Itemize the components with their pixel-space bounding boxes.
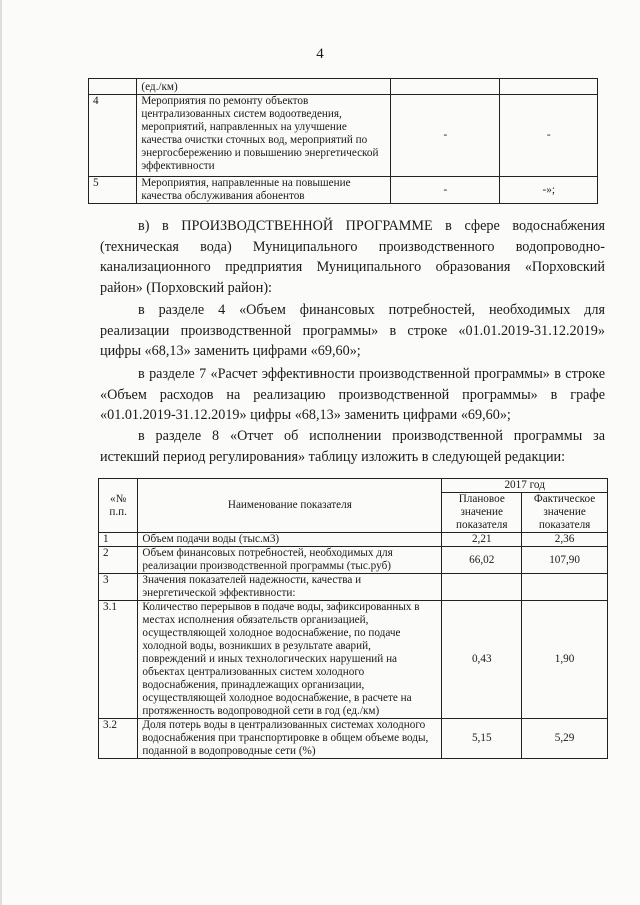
- paragraph-section-8: в разделе 8 «Отчет об исполнении производственной программы за истекший период регулирования» таблицу изложить в следующей редакции:: [100, 428, 605, 465]
- header-year: 2017 год: [442, 479, 608, 493]
- table-header-row: [99, 479, 608, 493]
- cell-num: 1: [99, 533, 138, 547]
- paragraph-section-4: в разделе 4 «Объем финансовых потребностей, необходимых для реализации производственной программы» в строке «01.01.2019-31.12.2019» цифры «68,13» заменить цифрами «69,60»;: [100, 302, 605, 359]
- cell-plan: 5,15: [442, 719, 522, 759]
- cell-plan: 2,21: [442, 533, 522, 547]
- cell-num: 2: [99, 547, 138, 574]
- table-row: [99, 533, 608, 547]
- cell-fact: -»;: [500, 177, 598, 204]
- cell-num: [89, 79, 137, 95]
- cell-plan: 0,43: [442, 601, 522, 719]
- cell-plan: -: [391, 177, 500, 204]
- cell-fact: 5,29: [522, 719, 608, 759]
- cell-plan: [391, 79, 500, 95]
- cell-fact: -: [500, 95, 598, 177]
- cell-name: Мероприятия по ремонту объектов централизованных систем водоотведения, мероприятий, направленных на улучшение качества очистки сточных вод, мероприятий по энергосбережению и повышению энергетической эффективности: [137, 95, 391, 177]
- cell-name: (ед./км): [137, 79, 391, 95]
- cell-plan: 66,02: [442, 547, 522, 574]
- cell-name: Мероприятия, направленные на повышение качества обслуживания абонентов: [137, 177, 391, 204]
- header-name: Наименование показателя: [138, 479, 442, 533]
- cell-fact: 2,36: [522, 533, 608, 547]
- cell-name: Значения показателей надежности, качества и энергетической эффективности:: [138, 574, 442, 601]
- cell-fact: [500, 79, 598, 95]
- cell-fact: [522, 574, 608, 601]
- table-row: [99, 719, 608, 759]
- cell-name: Количество перерывов в подаче воды, зафиксированных в местах исполнения обязательств организацией, осуществляющей холодное водоснабжение, по подаче холодной воды, возникших в результате аварий, повреждений и иных технологических нарушений на объектах централизованных систем холодного водоснабжения, принадлежащих организации, осуществляющей холодное водоснабжение, в расчете на протяженность водопроводной сети в год (ед./км): [138, 601, 442, 719]
- cell-fact: 1,90: [522, 601, 608, 719]
- table-row: [99, 601, 608, 719]
- cell-num: 3: [99, 574, 138, 601]
- cell-num: 3.1: [99, 601, 138, 719]
- scan-edge-left: [0, 0, 2, 905]
- table-row: [99, 547, 608, 574]
- cell-name: Объем подачи воды (тыс.м3): [138, 533, 442, 547]
- page-number: 4: [316, 46, 324, 62]
- cell-num: 3.2: [99, 719, 138, 759]
- cell-num: 4: [89, 95, 137, 177]
- cell-name: Объем финансовых потребностей, необходимых для реализации производственной программы (тыс.руб): [138, 547, 442, 574]
- header-fact: Фактическое значение показателя: [522, 493, 608, 533]
- paragraph-section-7: в разделе 7 «Расчет эффективности производственной программы» в строке «Объем расходов на реализацию производственной программы» в графе «01.01.2019-31.12.2019» цифры «68,13» заменить цифрами «69,60»;: [100, 366, 605, 423]
- cell-plan: [442, 574, 522, 601]
- report-table: [98, 478, 608, 759]
- cell-fact: 107,90: [522, 547, 608, 574]
- cell-plan: -: [391, 95, 500, 177]
- table-row: [89, 177, 598, 204]
- cell-name: Доля потерь воды в централизованных системах холодного водоснабжения при транспортировке в общем объеме воды, поданной в водопроводные сети (%): [138, 719, 442, 759]
- measures-table: [88, 78, 598, 204]
- table-row: [89, 95, 598, 177]
- header-plan: Плановое значение показателя: [442, 493, 522, 533]
- paragraph-production-program: в) в ПРОИЗВОДСТВЕННОЙ ПРОГРАММЕ в сфере водоснабжения (техническая вода) Муниципального производственного водопроводно-канализационного предприятия Муниципального образования «Порховский район» (Порховский район):: [100, 218, 605, 296]
- table-row: [89, 79, 598, 95]
- header-num: «№ п.п.: [99, 479, 138, 533]
- table-row: [99, 574, 608, 601]
- cell-num: 5: [89, 177, 137, 204]
